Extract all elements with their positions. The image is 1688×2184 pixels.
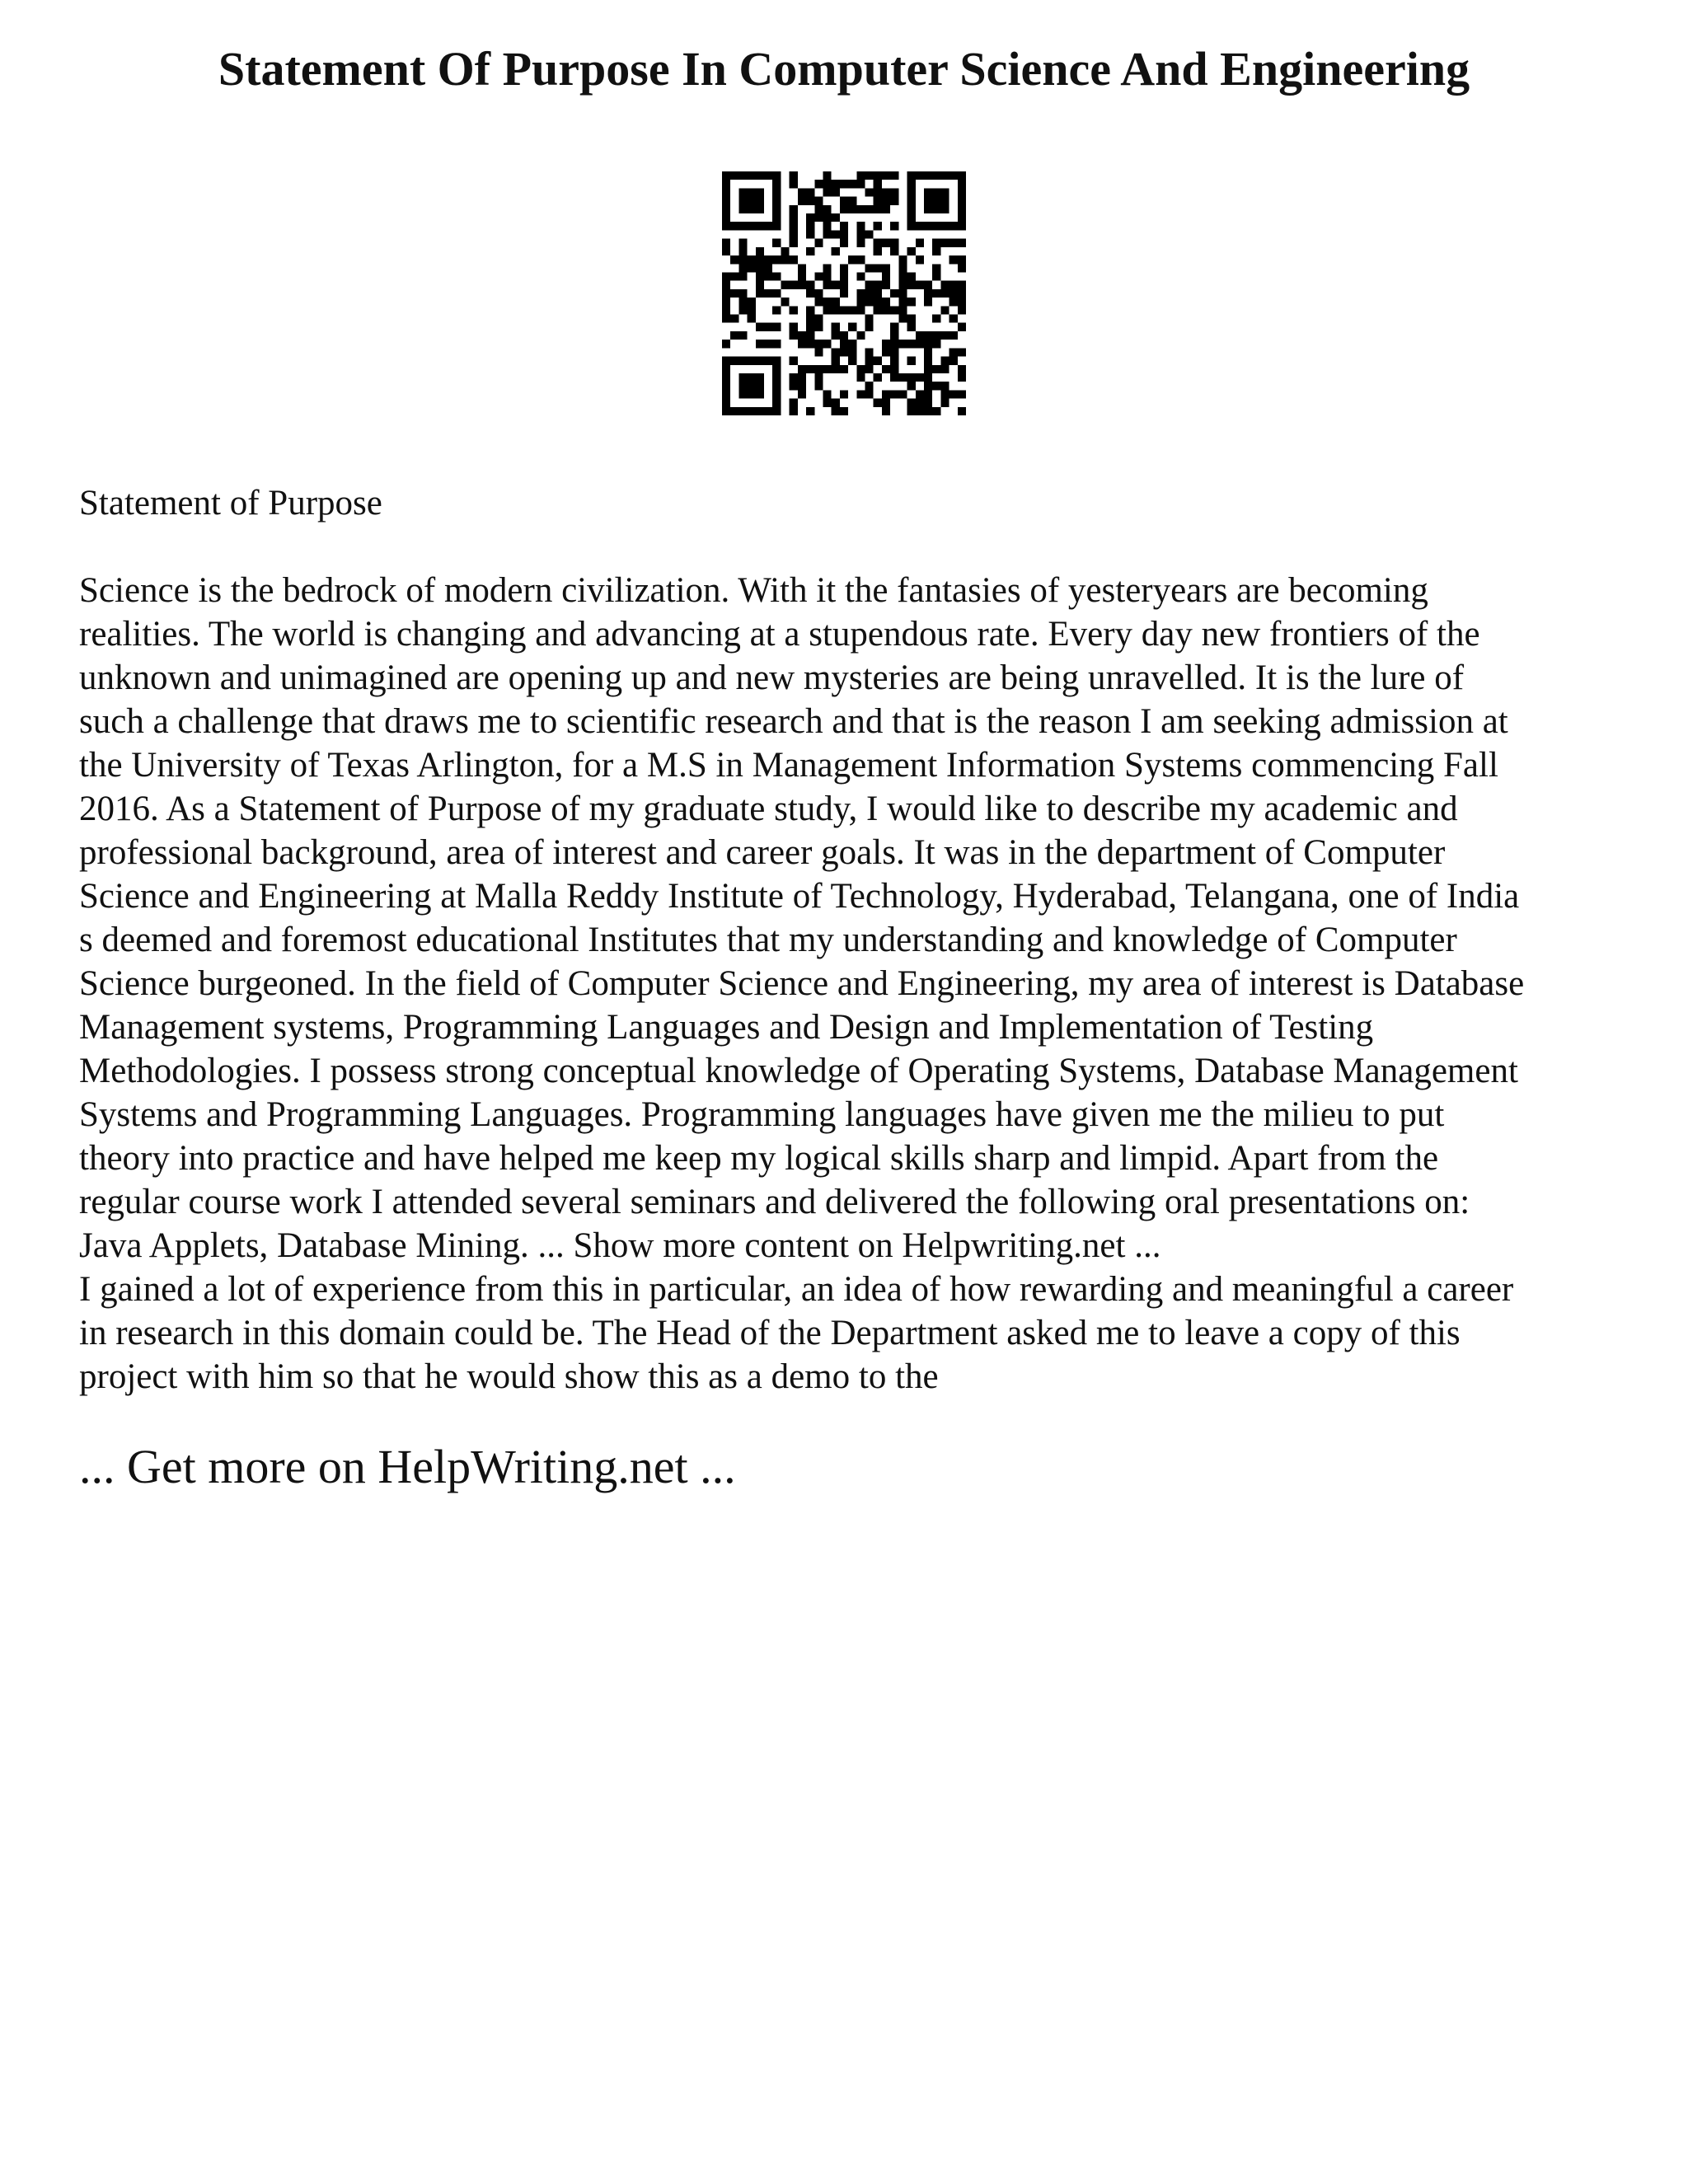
get-more-link[interactable]: ... Get more on HelpWriting.net ... — [79, 1440, 736, 1493]
body-text: Science is the bedrock of modern civilization. With it the fantasies of yesteryears are becoming realities. The world is changing and advancing at a stupendous rate. Every day new frontiers of the unknown and unimagined are opening up and new mysteries are being unravelled. It is the lure of such a challenge that draws me to scientific research and that is the reason I am seeking admission at the University of Texas Arlington, for a M.S in Management Information Systems commencing Fall 2016. As a Statement of Purpose of my graduate study, I would like to describe my academic and professional background, area of interest and career goals. It was in the department of Computer Science and Engineering at Malla Reddy Institute of Technology, Hyderabad, Telangana, one of India s deemed and foremost educational Institutes that my understanding and knowledge of Computer Science burgeoned. In the field of Computer Science and Engineering, my area of interest is Database Management systems, Programming Languages and Design and Implementation of Testing Methodologies. I possess strong conceptual knowledge of Operating Systems, Database Management Systems and Programming Languages. Programming languages have given me the milieu to put theory into practice and have helped me keep my logical skills sharp and limpid. Apart from the regular course work I attended several seminars and delivered the following oral presentations on: Java Applets, Database Mining. ... Show more content on Helpwriting.net ... I gained a lot of experience from this in particular, an idea of how rewarding and meaningful a career in research in this domain could be. The Head of the Department asked me to leave a copy of this project with him so that he would show this as a demo to the — [79, 571, 1525, 1396]
section-label: Statement of Purpose — [79, 484, 382, 523]
document-title: Statement Of Purpose In Computer Science And Engineering — [218, 42, 1470, 96]
qr-code-icon — [722, 171, 966, 415]
